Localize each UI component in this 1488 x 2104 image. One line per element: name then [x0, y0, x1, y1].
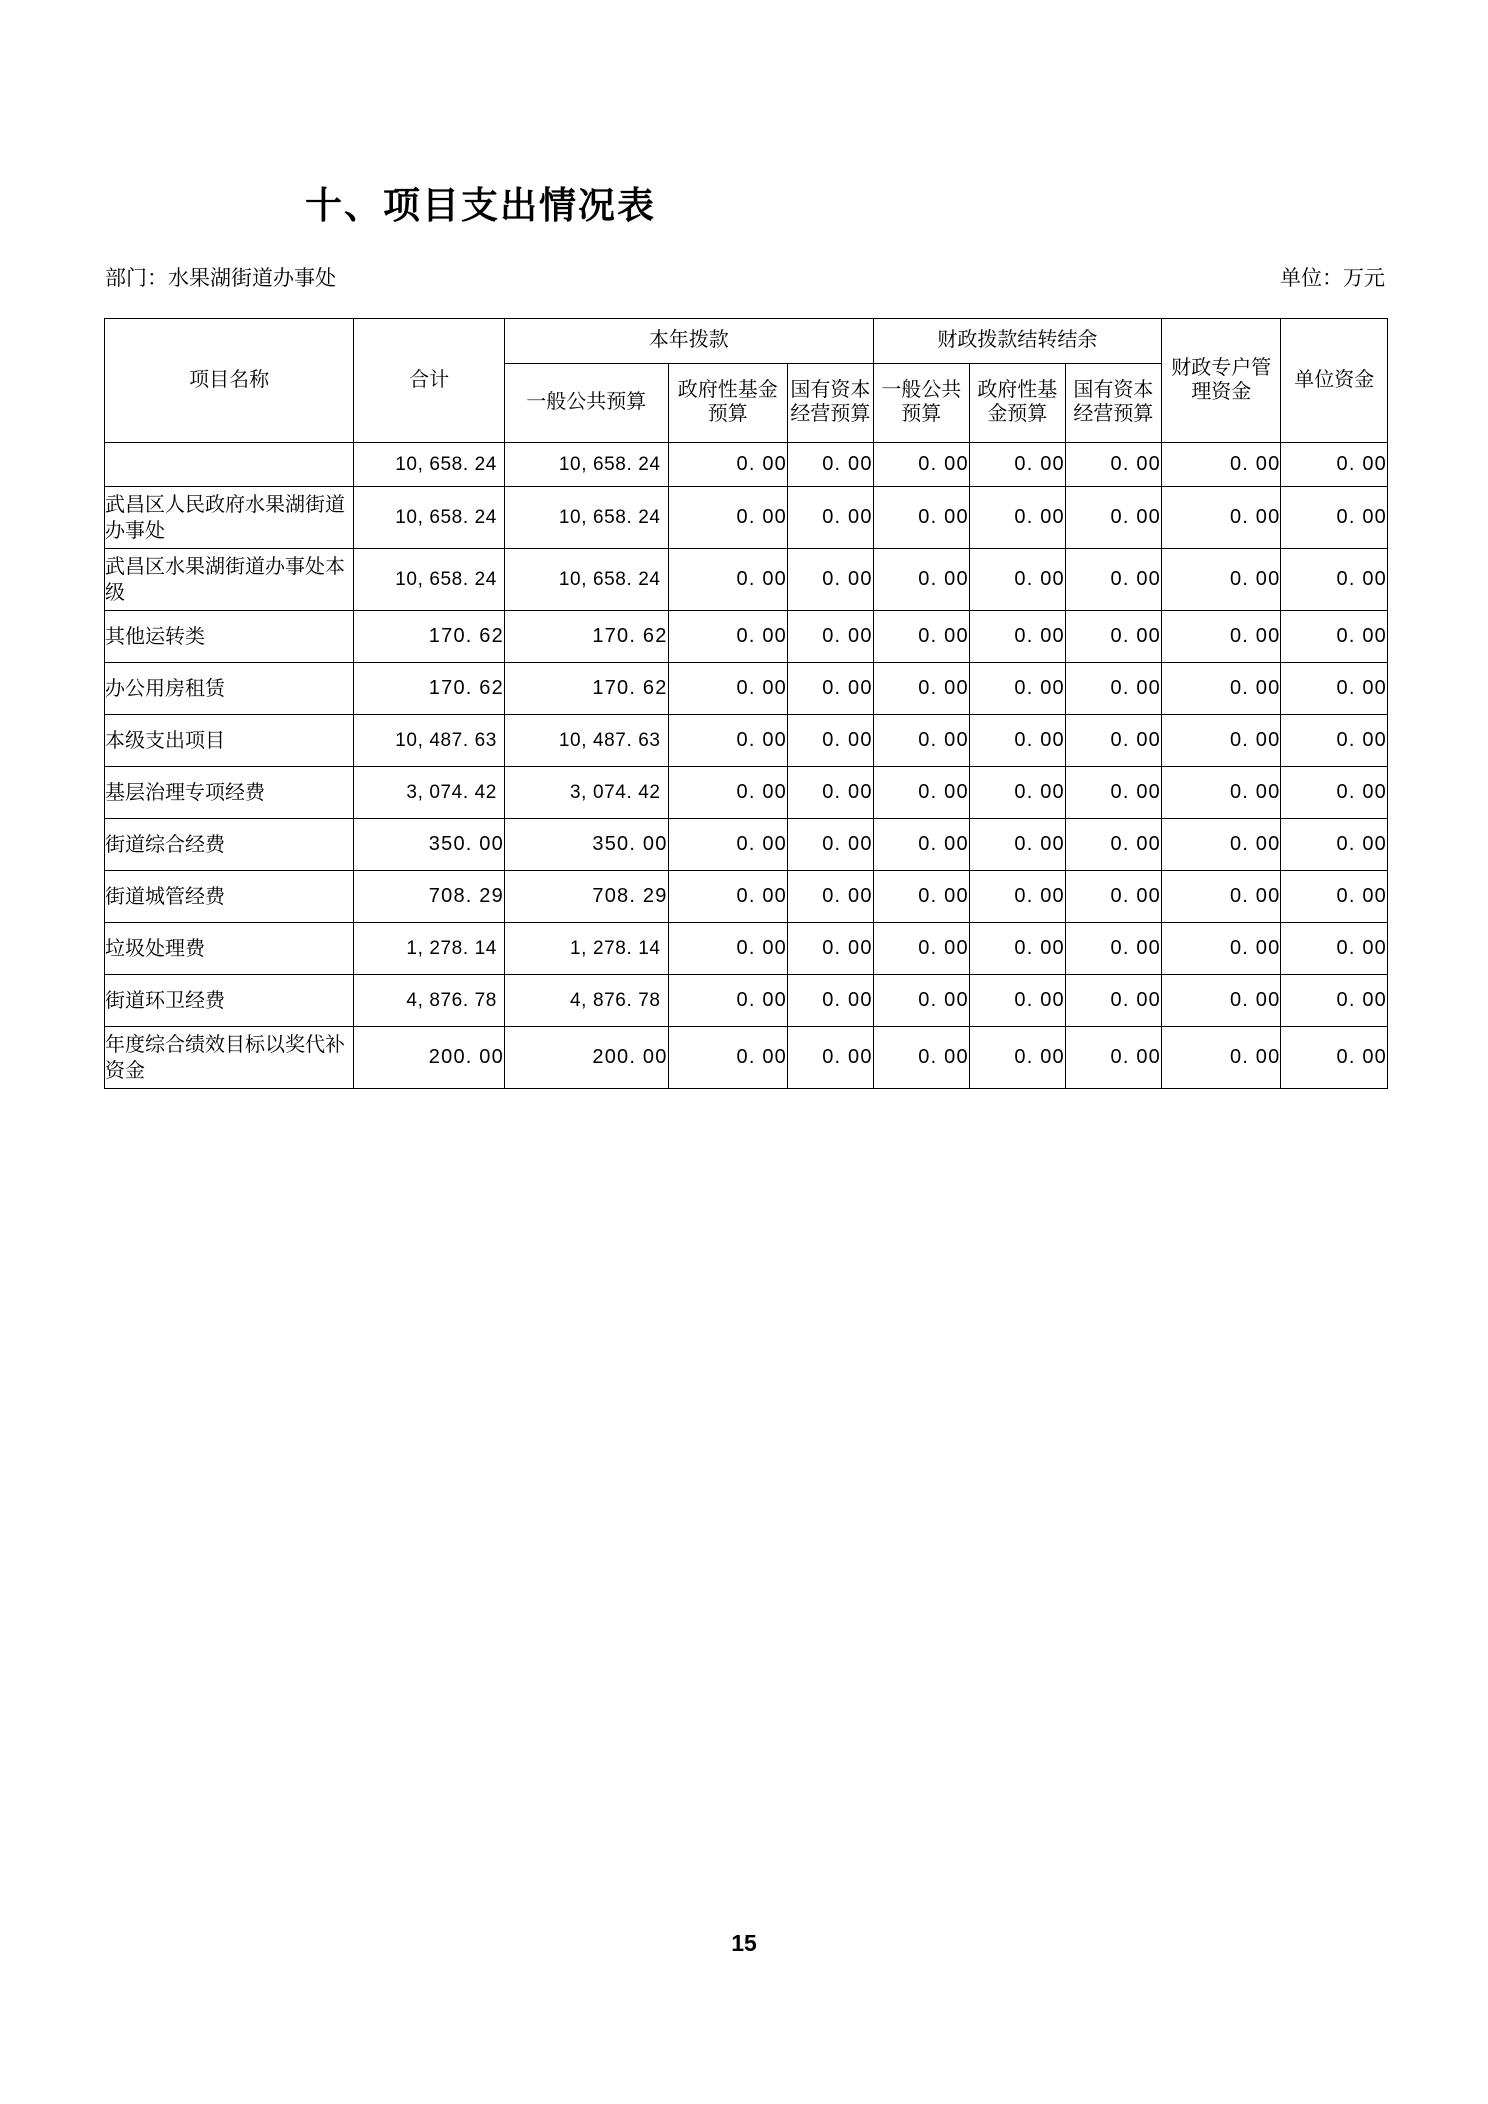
row-project-name: 街道环卫经费 [105, 975, 354, 1027]
row-value: 0. 00 [1281, 663, 1388, 715]
header-unit-funds: 单位资金 [1281, 319, 1388, 443]
row-value: 0. 00 [788, 1027, 874, 1089]
row-value: 200. 00 [504, 1027, 668, 1089]
row-value: 0. 00 [1065, 975, 1161, 1027]
row-project-name: 街道综合经费 [105, 819, 354, 871]
row-value: 0. 00 [969, 663, 1065, 715]
row-value: 0. 00 [1065, 663, 1161, 715]
row-value: 10, 658. 24 [504, 487, 668, 549]
row-value: 0. 00 [1281, 1027, 1388, 1089]
row-value: 0. 00 [788, 611, 874, 663]
row-value: 708. 29 [354, 871, 505, 923]
row-value: 0. 00 [1065, 871, 1161, 923]
row-value: 0. 00 [668, 549, 787, 611]
header-general-public-budget-carryover: 一般公共预算 [873, 364, 969, 443]
row-value: 0. 00 [668, 611, 787, 663]
page-title: 十、项目支出情况表 [305, 185, 656, 226]
unit-label: 单位：万元 [1280, 267, 1385, 290]
header-gov-fund-budget: 政府性基金预算 [668, 364, 787, 443]
row-value: 0. 00 [873, 975, 969, 1027]
row-value: 0. 00 [969, 1027, 1065, 1089]
header-special-account-funds: 财政专户管理资金 [1161, 319, 1280, 443]
row-value: 0. 00 [873, 1027, 969, 1089]
row-value: 0. 00 [873, 819, 969, 871]
row-project-name: 街道城管经费 [105, 871, 354, 923]
row-value: 0. 00 [668, 715, 787, 767]
row-value: 4, 876. 78 [354, 975, 505, 1027]
row-value: 0. 00 [1161, 663, 1280, 715]
header-carryover-group: 财政拨款结转结余 [873, 319, 1161, 364]
row-value: 0. 00 [873, 611, 969, 663]
row-value: 0. 00 [873, 663, 969, 715]
row-value: 0. 00 [788, 487, 874, 549]
table-row [105, 549, 1388, 611]
row-value: 0. 00 [1281, 767, 1388, 819]
table-row [105, 611, 1388, 663]
table-row [105, 443, 1388, 487]
row-value: 0. 00 [969, 443, 1065, 487]
table-header-row-1 [105, 319, 1388, 364]
row-value: 3, 074. 42 [504, 767, 668, 819]
header-general-public-budget: 一般公共预算 [504, 364, 668, 443]
row-value: 0. 00 [1161, 549, 1280, 611]
row-value: 0. 00 [1281, 487, 1388, 549]
table-row [105, 975, 1388, 1027]
row-value: 0. 00 [1161, 975, 1280, 1027]
row-value: 1, 278. 14 [504, 923, 668, 975]
row-value: 0. 00 [969, 549, 1065, 611]
row-value: 0. 00 [1281, 443, 1388, 487]
row-value: 0. 00 [668, 767, 787, 819]
row-project-name [105, 443, 354, 487]
row-value: 0. 00 [668, 923, 787, 975]
row-value: 0. 00 [1281, 975, 1388, 1027]
row-value: 0. 00 [668, 819, 787, 871]
header-current-year-group: 本年拨款 [504, 319, 873, 364]
row-value: 0. 00 [1161, 1027, 1280, 1089]
row-value: 0. 00 [1161, 611, 1280, 663]
header-state-capital-budget-carryover: 国有资本经营预算 [1065, 364, 1161, 443]
row-value: 10, 487. 63 [354, 715, 505, 767]
row-value: 0. 00 [668, 1027, 787, 1089]
row-value: 0. 00 [873, 487, 969, 549]
row-value: 0. 00 [1065, 819, 1161, 871]
row-value: 0. 00 [1065, 487, 1161, 549]
row-value: 4, 876. 78 [504, 975, 668, 1027]
row-value: 0. 00 [1065, 1027, 1161, 1089]
row-value: 0. 00 [668, 975, 787, 1027]
row-value: 0. 00 [969, 975, 1065, 1027]
row-value: 0. 00 [1281, 715, 1388, 767]
row-value: 0. 00 [788, 923, 874, 975]
row-value: 10, 658. 24 [354, 443, 505, 487]
row-value: 0. 00 [788, 819, 874, 871]
project-expenditure-table [104, 318, 1388, 1089]
row-value: 0. 00 [1161, 715, 1280, 767]
row-value: 0. 00 [969, 611, 1065, 663]
row-value: 0. 00 [788, 715, 874, 767]
row-value: 10, 658. 24 [504, 549, 668, 611]
row-value: 0. 00 [1065, 923, 1161, 975]
table-row [105, 663, 1388, 715]
row-value: 0. 00 [1065, 443, 1161, 487]
row-value: 0. 00 [668, 663, 787, 715]
row-value: 170. 62 [354, 663, 505, 715]
row-project-name: 垃圾处理费 [105, 923, 354, 975]
row-value: 0. 00 [1281, 871, 1388, 923]
row-value: 0. 00 [969, 871, 1065, 923]
row-project-name: 基层治理专项经费 [105, 767, 354, 819]
row-value: 200. 00 [354, 1027, 505, 1089]
row-value: 0. 00 [1281, 923, 1388, 975]
row-project-name: 本级支出项目 [105, 715, 354, 767]
department-label: 部门：水果湖街道办事处 [105, 267, 336, 290]
row-value: 0. 00 [1161, 443, 1280, 487]
row-value: 0. 00 [788, 975, 874, 1027]
row-value: 0. 00 [788, 767, 874, 819]
row-project-name: 武昌区人民政府水果湖街道办事处 [105, 487, 354, 549]
row-value: 0. 00 [873, 871, 969, 923]
row-value: 0. 00 [969, 715, 1065, 767]
header-project-name: 项目名称 [105, 319, 354, 443]
table-row [105, 1027, 1388, 1089]
table-row [105, 923, 1388, 975]
row-value: 350. 00 [354, 819, 505, 871]
header-state-capital-budget: 国有资本经营预算 [788, 364, 874, 443]
header-total: 合计 [354, 319, 505, 443]
row-value: 0. 00 [873, 767, 969, 819]
row-value: 0. 00 [668, 443, 787, 487]
row-value: 0. 00 [1065, 715, 1161, 767]
table-row [105, 715, 1388, 767]
row-value: 170. 62 [504, 663, 668, 715]
row-value: 10, 487. 63 [504, 715, 668, 767]
table-row [105, 767, 1388, 819]
table-row [105, 871, 1388, 923]
row-value: 0. 00 [873, 715, 969, 767]
table-header [105, 319, 1388, 443]
table-body [105, 443, 1388, 1089]
row-value: 0. 00 [788, 443, 874, 487]
row-value: 0. 00 [969, 487, 1065, 549]
row-value: 0. 00 [1281, 549, 1388, 611]
row-value: 0. 00 [1065, 767, 1161, 819]
row-value: 0. 00 [1161, 923, 1280, 975]
row-value: 350. 00 [504, 819, 668, 871]
row-value: 0. 00 [1065, 611, 1161, 663]
row-project-name: 年度综合绩效目标以奖代补资金 [105, 1027, 354, 1089]
row-value: 0. 00 [1161, 871, 1280, 923]
header-gov-fund-budget-carryover: 政府性基金预算 [969, 364, 1065, 443]
page-number: 15 [731, 1930, 757, 1956]
row-value: 0. 00 [969, 923, 1065, 975]
table-row [105, 487, 1388, 549]
row-value: 0. 00 [788, 549, 874, 611]
row-value: 0. 00 [1161, 487, 1280, 549]
row-value: 0. 00 [969, 819, 1065, 871]
row-value: 3, 074. 42 [354, 767, 505, 819]
row-value: 0. 00 [668, 871, 787, 923]
row-value: 10, 658. 24 [354, 549, 505, 611]
row-value: 10, 658. 24 [504, 443, 668, 487]
row-value: 0. 00 [873, 549, 969, 611]
row-value: 170. 62 [504, 611, 668, 663]
row-project-name: 办公用房租赁 [105, 663, 354, 715]
row-value: 0. 00 [1065, 549, 1161, 611]
row-value: 0. 00 [873, 443, 969, 487]
document-meta [105, 262, 1385, 292]
row-value: 0. 00 [873, 923, 969, 975]
row-value: 10, 658. 24 [354, 487, 505, 549]
row-value: 170. 62 [354, 611, 505, 663]
row-value: 1, 278. 14 [354, 923, 505, 975]
row-value: 0. 00 [1161, 819, 1280, 871]
row-value: 708. 29 [504, 871, 668, 923]
table-row [105, 819, 1388, 871]
row-value: 0. 00 [969, 767, 1065, 819]
row-value: 0. 00 [668, 487, 787, 549]
row-value: 0. 00 [1161, 767, 1280, 819]
row-project-name: 其他运转类 [105, 611, 354, 663]
row-value: 0. 00 [788, 663, 874, 715]
row-value: 0. 00 [788, 871, 874, 923]
row-project-name: 武昌区水果湖街道办事处本级 [105, 549, 354, 611]
row-value: 0. 00 [1281, 819, 1388, 871]
row-value: 0. 00 [1281, 611, 1388, 663]
